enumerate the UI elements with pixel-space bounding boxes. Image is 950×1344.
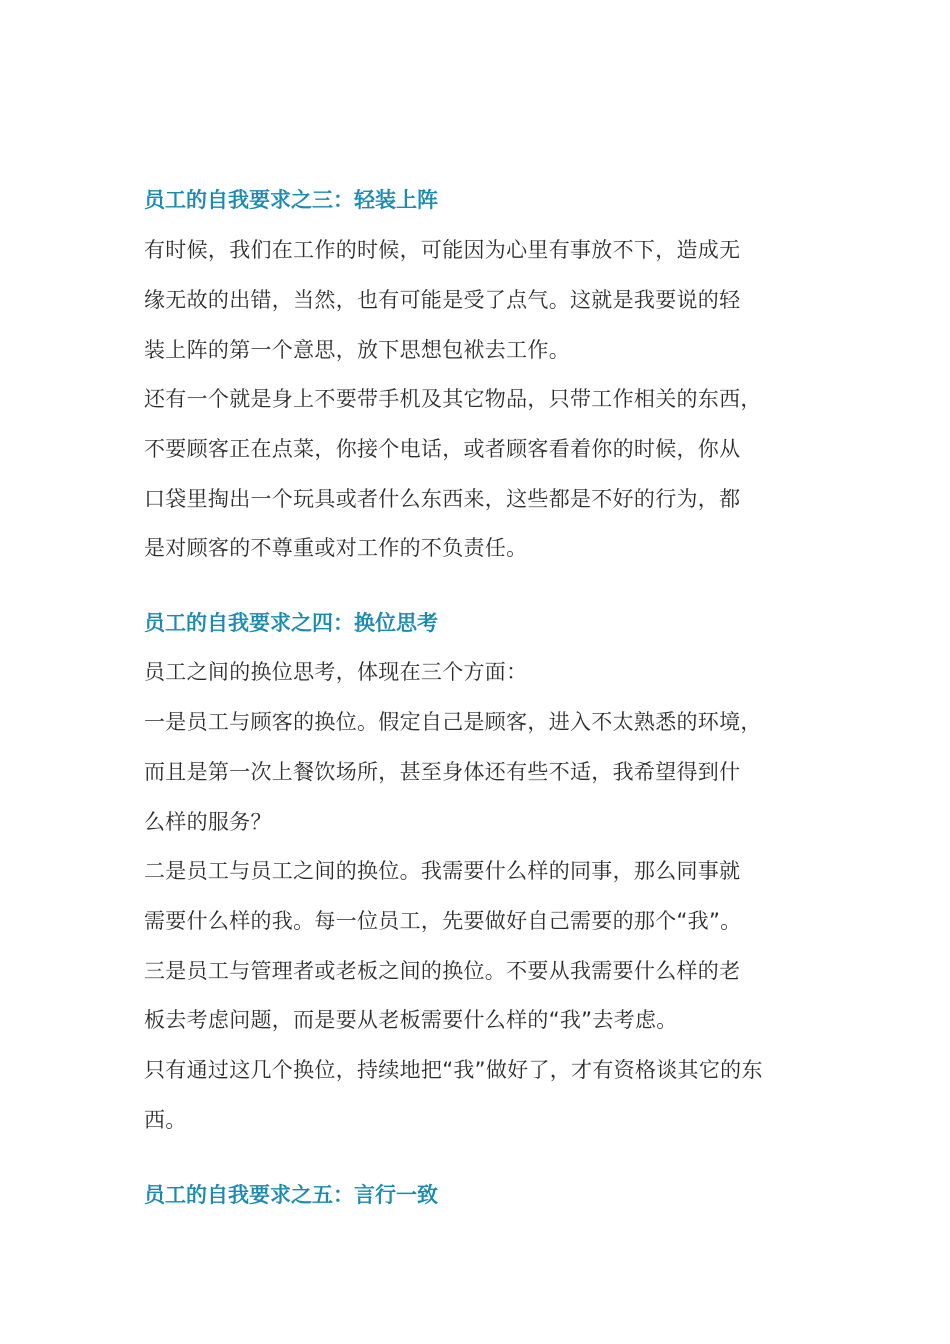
paragraph-line: 口袋里掏出一个玩具或者什么东西来，这些都是不好的行为，都: [144, 487, 741, 511]
section-heading-5: 员工的自我要求之五：言行一致: [144, 1183, 438, 1207]
paragraph-line: 需要什么样的我。每一位员工，先要做好自己需要的那个“我”。: [144, 909, 742, 933]
paragraph-line: 是对顾客的不尊重或对工作的不负责任。: [144, 536, 528, 560]
section-heading-4: 员工的自我要求之四：换位思考: [144, 611, 438, 635]
paragraph-line: 而且是第一次上餐饮场所，甚至身体还有些不适，我希望得到什: [144, 760, 741, 784]
paragraph-line: 员工之间的换位思考，体现在三个方面：: [144, 660, 528, 684]
paragraph-line: 板去考虑问题，而是要从老板需要什么样的“我”去考虑。: [144, 1008, 678, 1032]
section-heading-3: 员工的自我要求之三：轻装上阵: [144, 188, 438, 212]
paragraph-line: 不要顾客正在点菜，你接个电话，或者顾客看着你的时候，你从: [144, 437, 741, 461]
paragraph-line: 只有通过这几个换位，持续地把“我”做好了，才有资格谈其它的东: [144, 1058, 763, 1082]
paragraph-line: 有时候，我们在工作的时候，可能因为心里有事放不下，造成无: [144, 238, 741, 262]
paragraph-line: 么样的服务？: [144, 810, 272, 834]
paragraph-line: 三是员工与管理者或老板之间的换位。不要从我需要什么样的老: [144, 959, 741, 983]
paragraph-line: 一是员工与顾客的换位。假定自己是顾客，进入不太熟悉的环境，: [144, 710, 762, 734]
paragraph-line: 还有一个就是身上不要带手机及其它物品，只带工作相关的东西，: [144, 387, 762, 411]
paragraph-line: 装上阵的第一个意思，放下思想包袱去工作。: [144, 338, 570, 362]
paragraph-line: 西。: [144, 1108, 187, 1132]
paragraph-line: 二是员工与员工之间的换位。我需要什么样的同事，那么同事就: [144, 859, 741, 883]
paragraph-line: 缘无故的出错，当然，也有可能是受了点气。这就是我要说的轻: [144, 288, 741, 312]
